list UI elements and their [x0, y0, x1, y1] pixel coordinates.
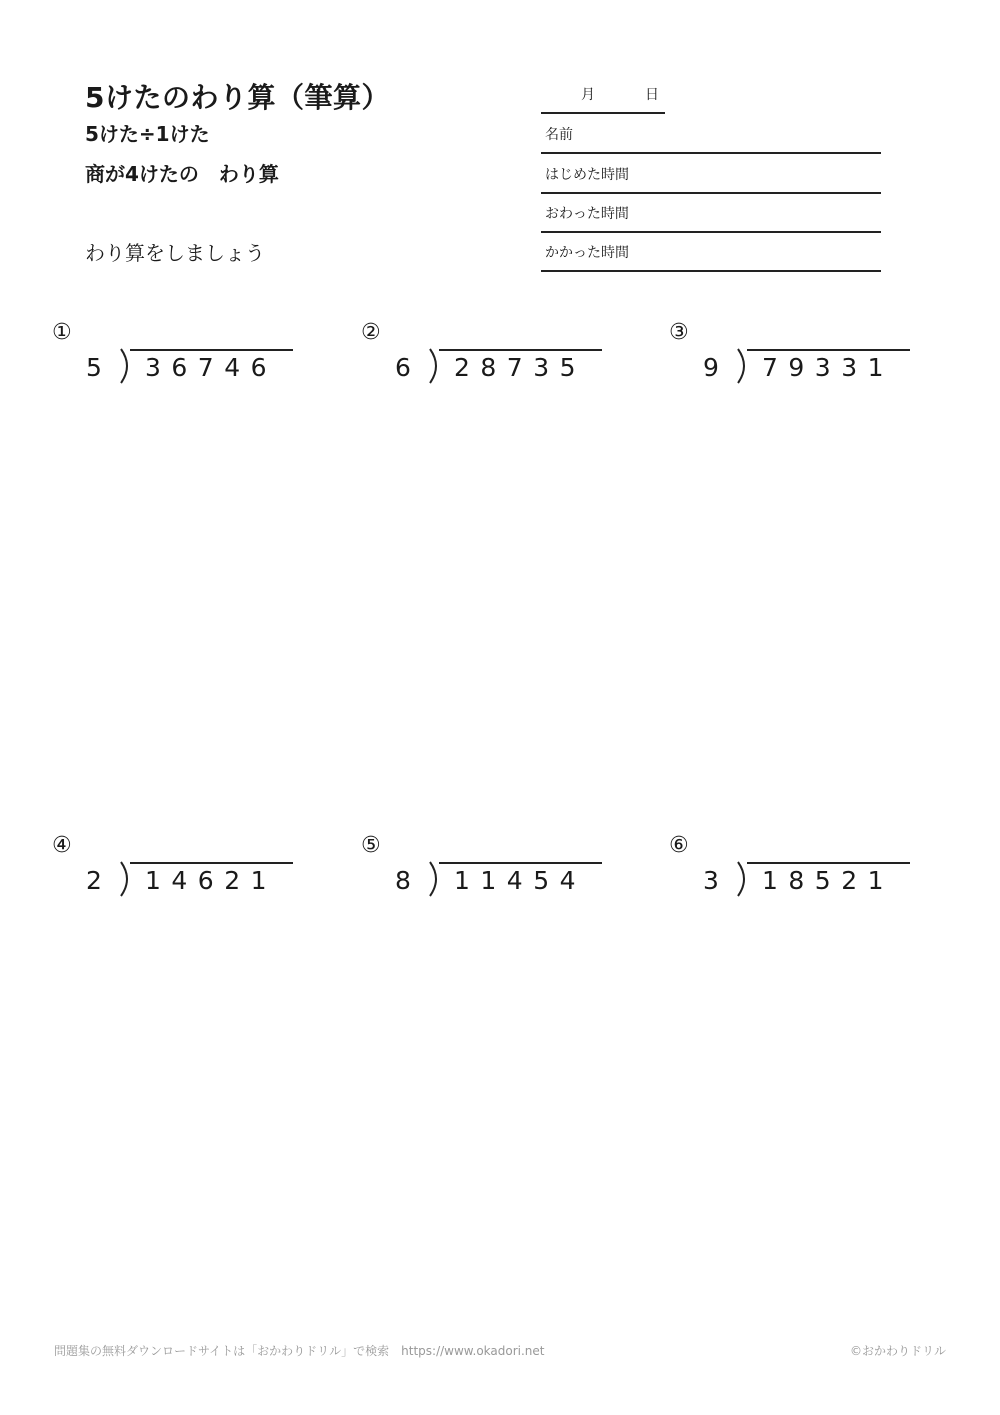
division-bar	[747, 862, 910, 864]
division-bar	[439, 862, 602, 864]
worksheet-subtitle-2: 商が4けたの わり算	[85, 162, 279, 186]
problem-number: ②	[361, 320, 381, 345]
division-bracket	[118, 348, 132, 384]
problem-3	[669, 320, 929, 380]
problem-number: ①	[52, 320, 72, 345]
divisor: 6	[395, 353, 411, 382]
division-bar	[439, 349, 602, 351]
divisor: 5	[86, 353, 102, 382]
dividend: 18521	[762, 866, 895, 895]
dividend: 14621	[145, 866, 278, 895]
divisor: 2	[86, 866, 102, 895]
division-bracket	[427, 861, 441, 897]
problem-1	[52, 320, 312, 380]
instruction-text: わり算をしましょう	[85, 241, 265, 265]
footer-site-info: 問題集の無料ダウンロードサイトは「おかわりドリル」で検索 https://www.okadori.net	[54, 1344, 545, 1358]
dividend: 36746	[145, 353, 278, 382]
date-field[interactable]	[541, 78, 665, 114]
division-bar	[130, 862, 293, 864]
division-bar	[130, 349, 293, 351]
problem-6	[669, 833, 929, 893]
problem-4	[52, 833, 312, 893]
start-time-field[interactable]	[541, 154, 881, 194]
worksheet-title: 5けたのわり算（筆算）	[85, 81, 390, 114]
division-bracket	[427, 348, 441, 384]
divisor: 8	[395, 866, 411, 895]
name-label: 名前	[545, 127, 573, 143]
name-field[interactable]	[541, 114, 881, 154]
elapsed-time-field[interactable]	[541, 232, 881, 272]
division-bracket	[118, 861, 132, 897]
division-bracket	[735, 348, 749, 384]
problem-number: ⑥	[669, 833, 689, 858]
day-label: 日	[645, 87, 659, 103]
worksheet-subtitle-1: 5けた÷1けた	[85, 122, 210, 146]
divisor: 9	[703, 353, 719, 382]
start-time-label: はじめた時間	[545, 167, 629, 183]
dividend: 11454	[454, 866, 587, 895]
dividend: 79331	[762, 353, 895, 382]
end-time-field[interactable]	[541, 193, 881, 233]
footer-copyright: ©おかわりドリル	[850, 1344, 947, 1358]
month-label: 月	[581, 87, 595, 103]
divisor: 3	[703, 866, 719, 895]
division-bracket	[735, 861, 749, 897]
dividend: 28735	[454, 353, 587, 382]
problem-5	[361, 833, 621, 893]
problem-2	[361, 320, 621, 380]
problem-number: ⑤	[361, 833, 381, 858]
problem-number: ④	[52, 833, 72, 858]
elapsed-time-label: かかった時間	[545, 245, 629, 261]
end-time-label: おわった時間	[545, 206, 629, 222]
division-bar	[747, 349, 910, 351]
problem-number: ③	[669, 320, 689, 345]
